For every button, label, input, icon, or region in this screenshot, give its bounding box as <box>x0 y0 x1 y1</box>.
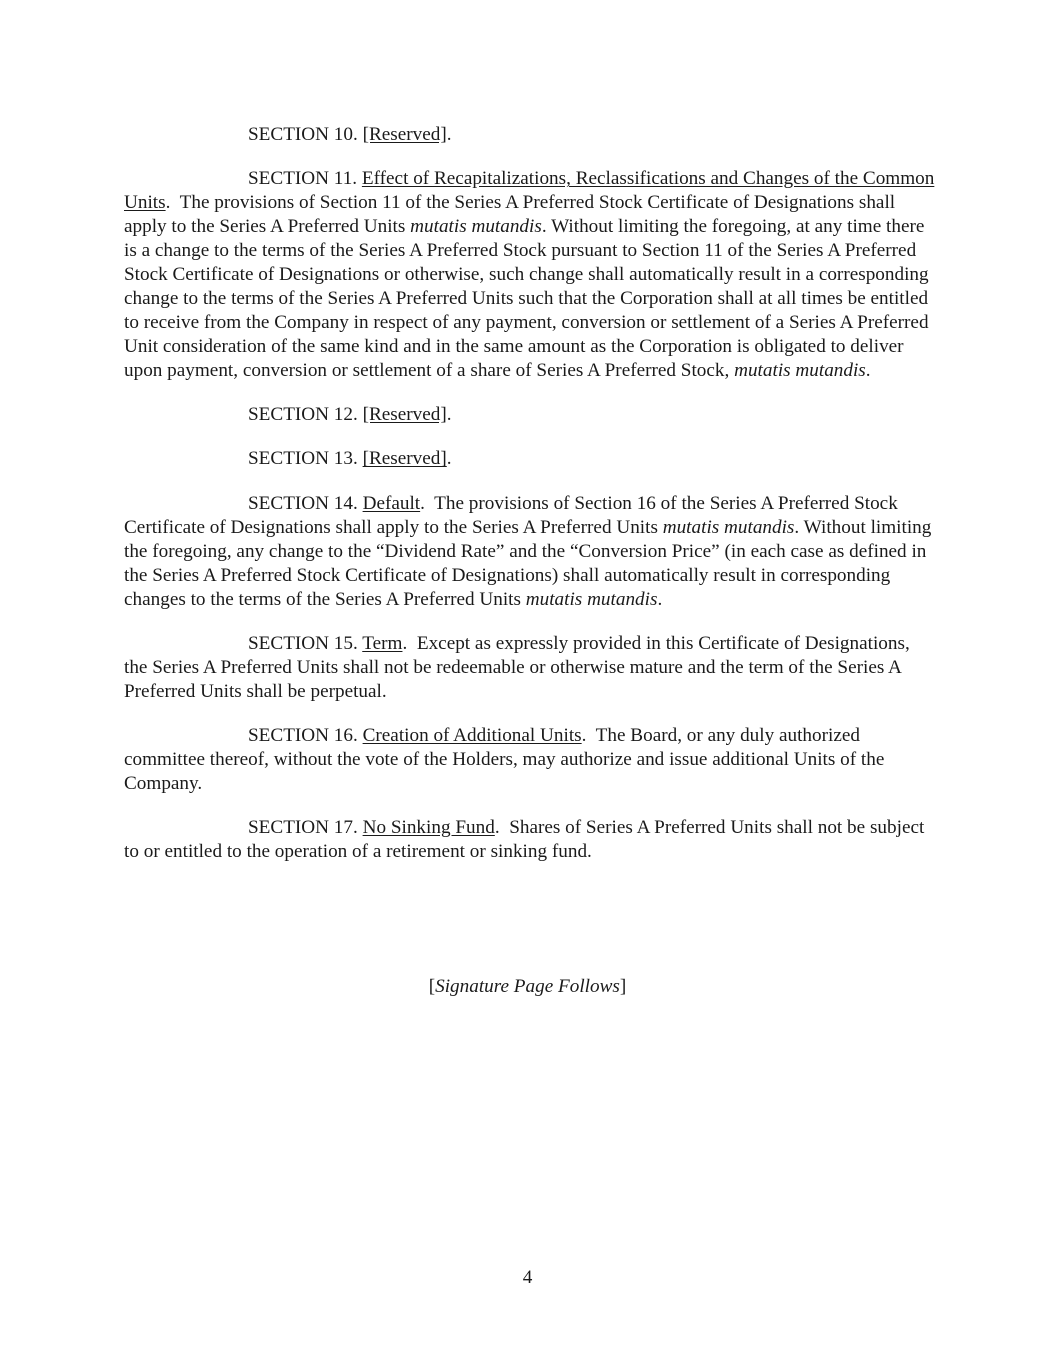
section-12-label: SECTION 12. <box>248 404 358 426</box>
section-15-text: Except as expressly provided in this Certificate of Designations, the Series A Preferred Units shall not be redeemable or otherwise mature and the term of the Series A Preferred Units shall be perpetual. <box>124 632 915 702</box>
section-13-label: SECTION 13. <box>248 448 358 470</box>
section-12-heading: [Reserved] <box>362 404 447 426</box>
section-14-label: SECTION 14. <box>248 492 358 514</box>
signature-page-note: [Signature Page Follows] <box>428 976 627 997</box>
section-13-heading: [Reserved] <box>362 448 447 470</box>
section-15: SECTION 15. Term. Except as expressly provided in this Certificate of Designations, the Series A Preferred Units shall not be redeemable or otherwise mature and the term of the Series A Preferred Units shall be perpetual. <box>124 632 915 702</box>
section-16-label: SECTION 16. <box>248 725 358 747</box>
section-10: SECTION 10. [Reserved]. <box>248 124 452 145</box>
document-body <box>124 123 936 885</box>
section-16-heading: Creation of Additional Units <box>362 725 582 747</box>
section-15-label: SECTION 15. <box>248 632 358 654</box>
section-17-label: SECTION 17. <box>248 817 358 839</box>
section-12: SECTION 12. [Reserved]. <box>248 404 452 426</box>
section-15-heading: Term <box>362 632 403 654</box>
section-10-heading: [Reserved] <box>362 124 447 145</box>
section-16-text: The Board, or any duly authorized committee thereof, without the vote of the Holders, may authorize and issue additional Units of the Company. <box>124 725 890 794</box>
section-11-label: SECTION 11. <box>248 168 358 190</box>
section-13: SECTION 13. [Reserved]. <box>248 448 452 470</box>
section-16: SECTION 16. Creation of Additional Units. The Board, or any duly authorized committee thereof, without the vote of the Holders, may authorize and issue additional Units of the Company. <box>124 725 890 794</box>
section-11-text: The provisions of Section 11 of the Series A Preferred Stock Certificate of Designations shall apply to the Series A Preferred Units <box>124 192 900 238</box>
section-17-heading: No Sinking Fund <box>362 817 495 839</box>
section-17: SECTION 17. No Sinking Fund. Shares of Series A Preferred Units shall not be subject to or entitled to the operation of a retirement or sinking fund. <box>124 817 930 863</box>
section-17-text: Shares of Series A Preferred Units shall not be subject to or entitled to the operation of a retirement or sinking fund. <box>124 817 930 863</box>
section-14-text: The provisions of Section 16 of the Series A Preferred Stock Certificate of Designations shall apply to the Series A Preferred Units <box>124 492 903 538</box>
signature-page-text: Signature Page Follows <box>435 976 620 997</box>
section-11-heading: Effect of Recapitalizations, Reclassifications and Changes of the Common Units <box>124 168 935 214</box>
page-number: 4 <box>522 1267 533 1288</box>
section-14-heading: Default <box>362 492 421 514</box>
section-11: SECTION 11. Effect of Recapitalizations, Reclassifications and Changes of the Common Units. The provisions of Section 11 of the Series A Preferred Stock Certificate of Designations shall apply to the Series A Preferred Units mutatis mutandis. Without limiting the foregoing, at any time there is a change to the terms of the Series A Preferred Stock pursuant to Section 11 of the Series A Preferred Stock Certificate of Designations or otherwise, such change shall automatically result in a corresponding change to the terms of the Series A Preferred Units such that the Corporation shall at all times be entitled to receive from the Company in respect of any payment, conversion or settlement of a Series A Preferred Unit consideration of the same kind and in the same amount as the Corporation is obligated to deliver upon payment, conversion or settlement of a share of Series A Preferred Stock, mutatis mutandis. <box>124 168 935 381</box>
section-10-label: SECTION 10. <box>248 124 358 145</box>
section-14: SECTION 14. Default. The provisions of Section 16 of the Series A Preferred Stock Certificate of Designations shall apply to the Series A Preferred Units mutatis mutandis. Without limiting the foregoing, any change to the “Dividend Rate” and the “Conversion Price” (in each case as defined in the Series A Preferred Stock Certificate of Designations) shall automatically result in corresponding changes to the terms of the Series A Preferred Units mutatis mutandis. <box>124 492 932 610</box>
